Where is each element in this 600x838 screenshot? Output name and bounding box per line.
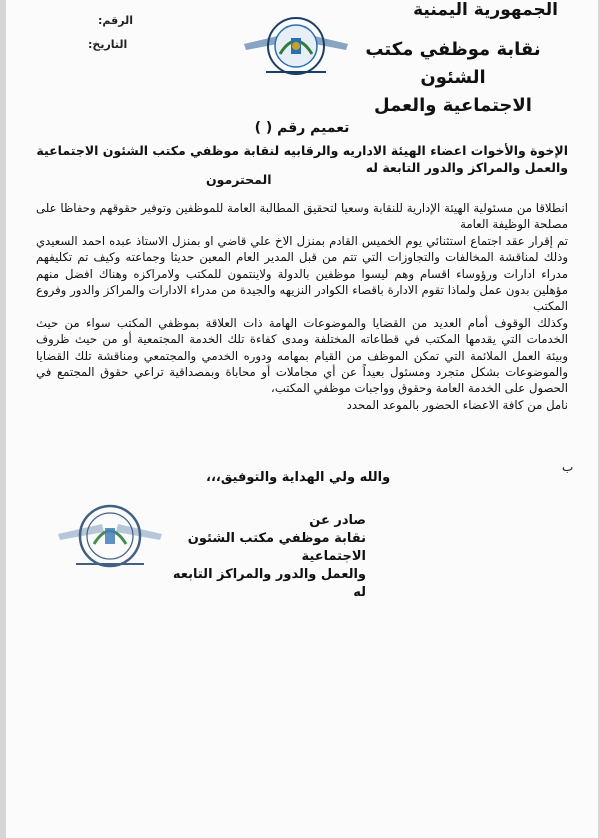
union-emblem-logo [236,4,356,88]
paragraph: وكذلك الوقوف أمام العديد من القضايا والموضوعات الهامة ذات العلاقة بموظفي المكتب سواء من حيث الخدمات التي يقدمها المكتب في قطاعاته المختلفة ومدى كفاءة تلك الخدمة المجتمعية أو من حيث ظروف وبيئة العمل الملائمة التي تمكن الموظف من القيام بمهامه ودوره الخدمي والمجتمعي ومناقشة تلك القضايا والموضوعات بشكل متجرد ومسئول بعيداً عن أي مجاملات أو محاباة وبمصداقية تراعي حقوق المجتمع في الحصول على الخدمة العامة وحقوق وواجبات موظفي المكتب، [36,315,568,396]
union-name-line1: نقابة موظفي مكتب الشئون [365,39,541,88]
paragraph: تم إقرار عقد اجتماع استثنائي يوم الخميس القادم بمنزل الاخ علي قاضي او بمنزل الاستاذ عبده احمد السعيدي وذلك لمناقشة المخالفات والتجاوزات التي تتم من قبل المدير العام المعين حديثا وجماعته وكيف تم تكليفهم مدراء ادارات ورؤوساء اقسام وهم ليسوا موظفين بالدولة ولاينتمون للمكتب ولامراكزه وهناك افضل منهم مؤهلين بدون عمل ولماذا تقوم الادارة باقصاء الكوادر النزيهه والجيدة من مدراء الادارات والمراكز والدور وفروع المكتب [36,233,568,314]
letter-body [36,200,568,413]
country-name: الجمهورية اليمنية [413,0,558,20]
circular-title: تعميم رقم ( ) [254,120,350,136]
document-page [6,0,598,838]
date-label: التاريخ: [88,38,128,51]
union-stamp [54,492,166,578]
paragraph: نامل من كافة الاعضاء الحضور بالموعد المحدد [346,397,568,412]
issuer-signature-block [166,512,366,602]
paragraph: انطلاقا من مسئولية الهيئة الإدارية للنقابة وسعيا لتحقيق المطالبة العامة للموظفين وتوفير حقوقهم وحفاظا على مصلحة الوظيفة العامة [36,201,568,232]
union-name-line2: الاجتماعية والعمل [374,95,532,116]
margin-mark: ب [562,460,574,474]
issuer-line: والعمل والدور والمراكز التابعه له [172,567,366,600]
addressee: الإخوة والأخوات اعضاء الهيئة الاداريه والرقابيه لنقابة موظفي مكتب الشئون الاجتماعية والعمل والمراكز والدور التابعة له [36,143,568,175]
honorific: المحترمون [206,172,272,187]
reference-number-label: الرقم: [98,14,133,27]
issuer-line: صادر عن [309,513,366,528]
union-name [338,36,568,120]
issuer-line: نقابة موظفي مكتب الشئون الاجتماعية [187,531,366,564]
closing-phrase: والله ولي الهداية والتوفيق،،، [206,470,391,485]
